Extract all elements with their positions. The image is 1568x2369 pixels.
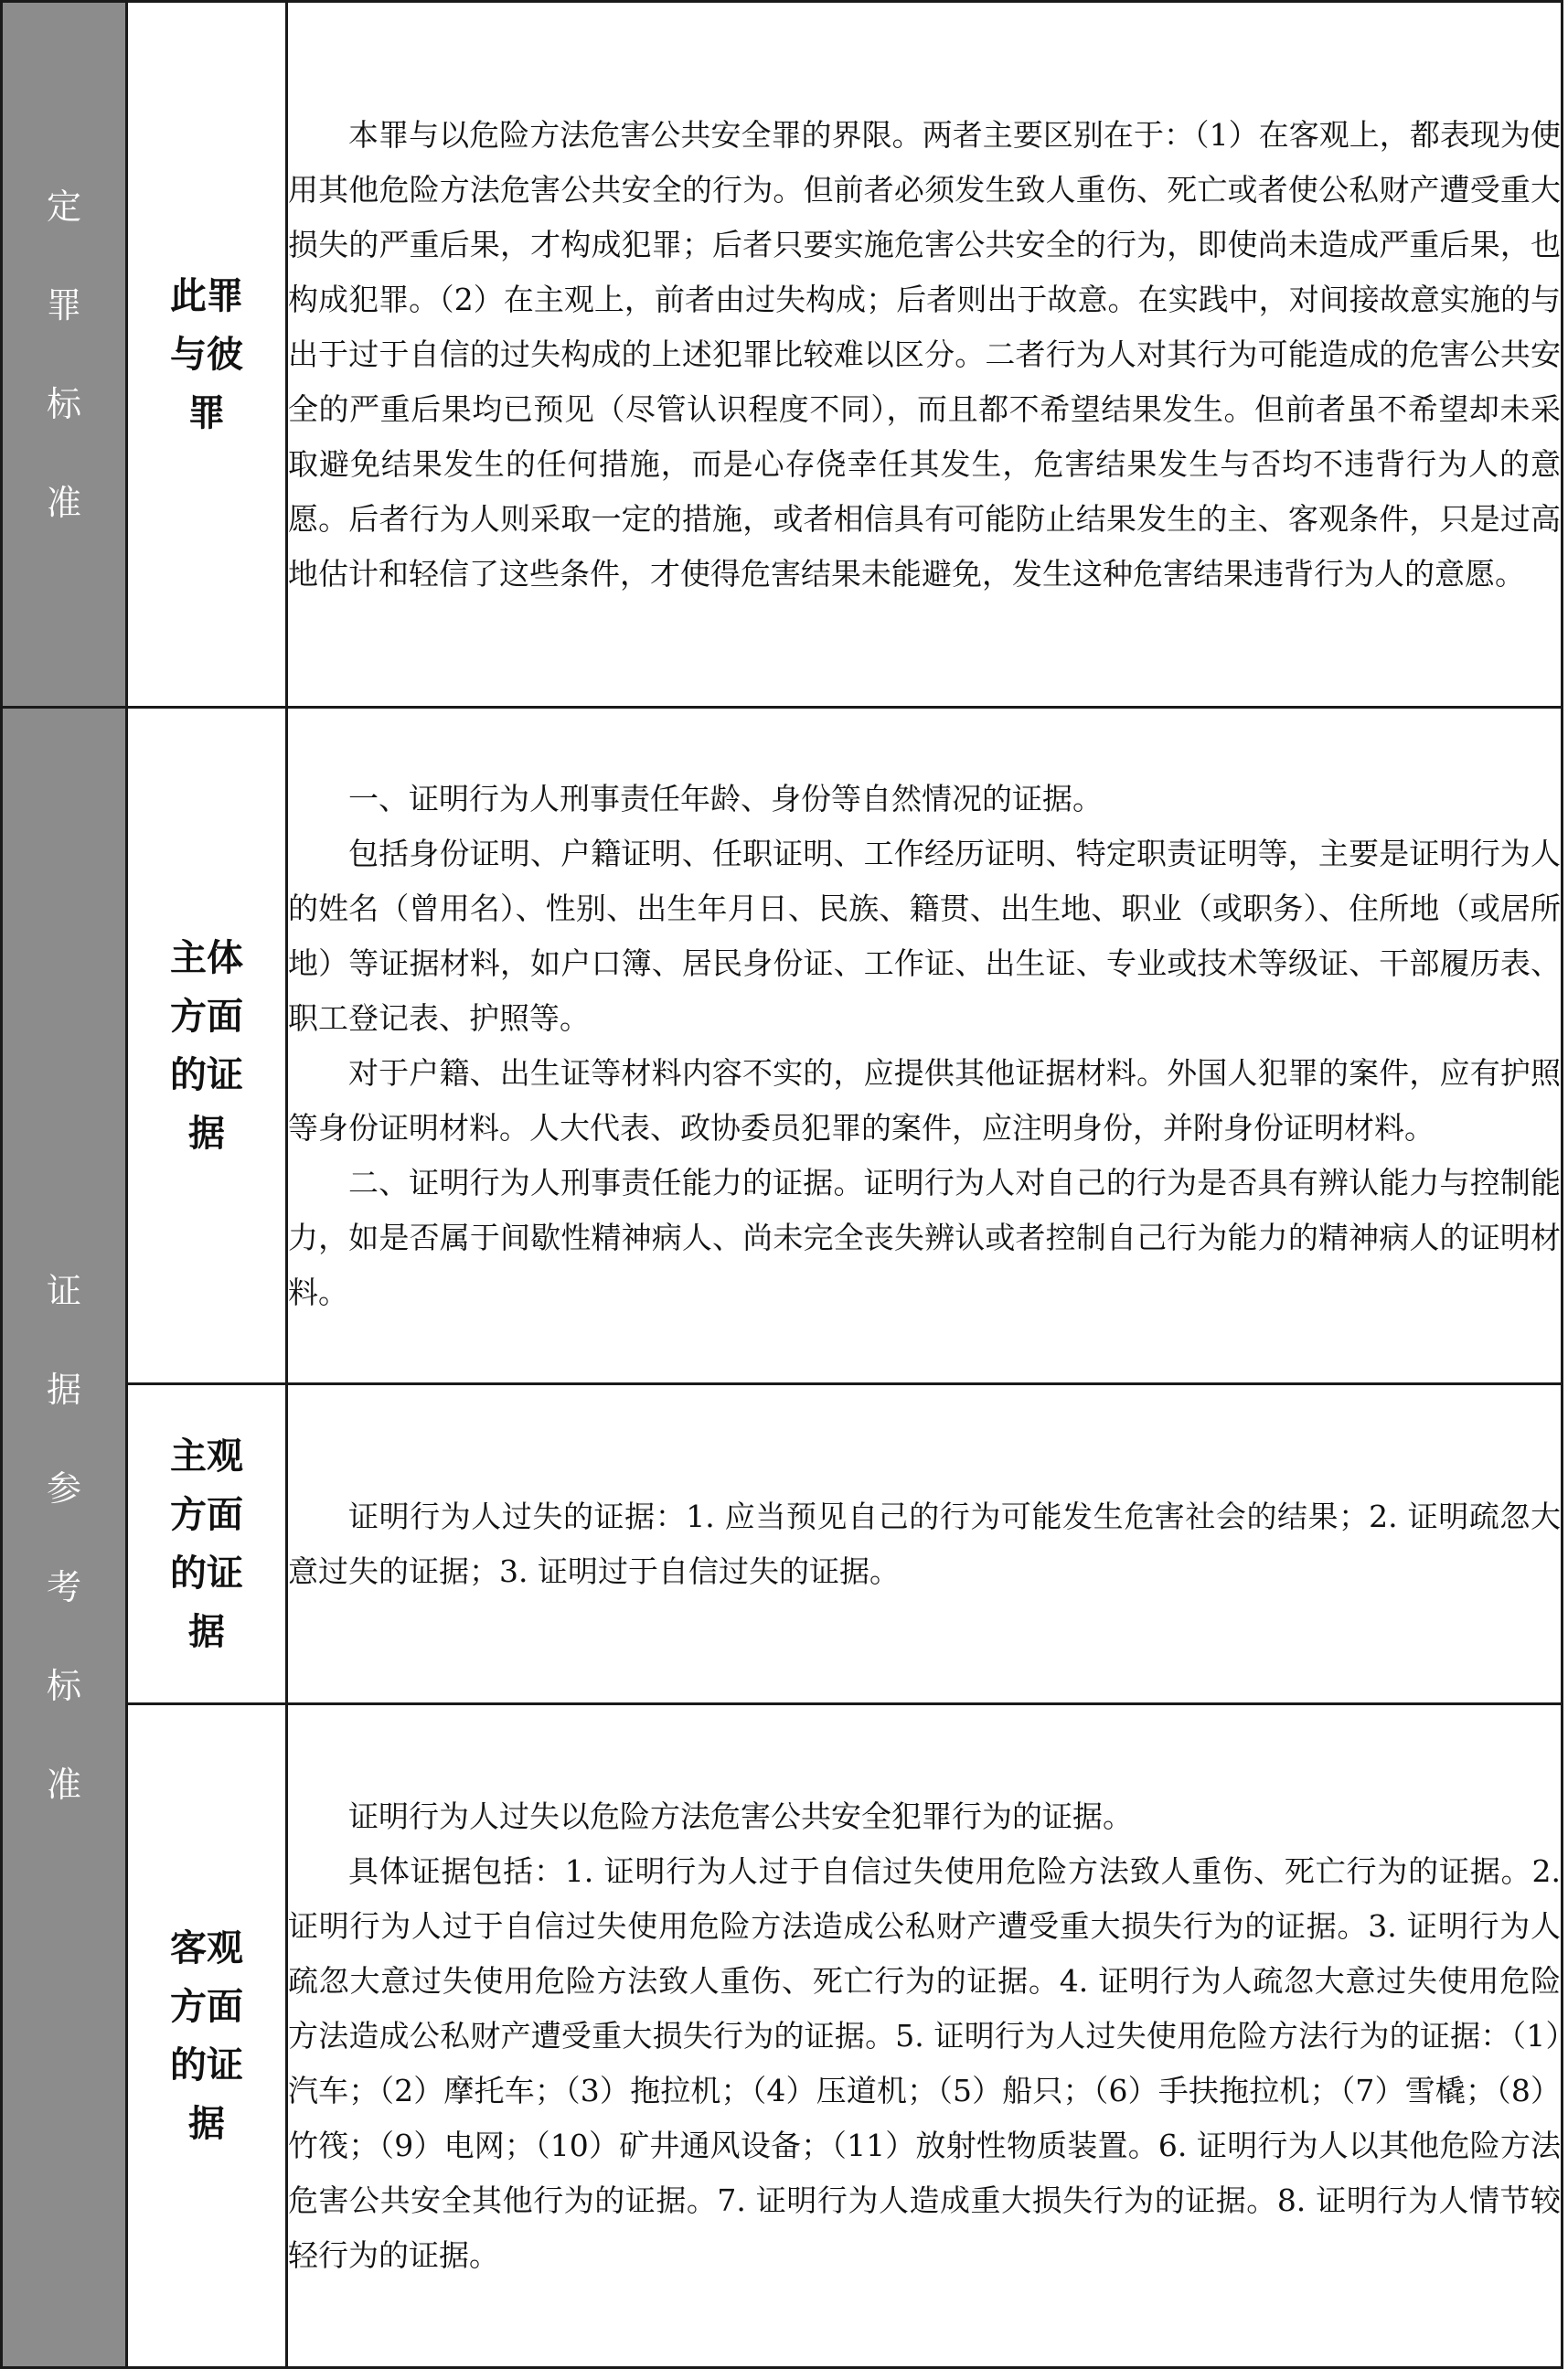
paragraph: 对于户籍、出生证等材料内容不实的，应提供其他证据材料。外国人犯罪的案件，应有护照等身份证明材料。人大代表、政协委员犯罪的案件，应注明身份，并附身份证明材料。 — [288, 1054, 1561, 1146]
paragraph: 具体证据包括：1. 证明行为人过于自信过失使用危险方法致人重伤、死亡行为的证据。2. 证明行为人过于自信过失使用危险方法造成公私财产遭受重大损失行为的证据。3. 证明行为人疏忽大意过失使用危险方法致人重伤、死亡行为的证据。4. 证明行为人疏忽大意过失使用危险方法造成公私财产遭受重大损失行为的证据。5. 证明行为人过失使用危险方法行为的证据：（1）汽车；（2）摩托车；（3）拖拉机；（4）压道机；（5）船只；（6）手扶拖拉机；（7）雪橇；（8）竹筏；（9）电网；（10）矿井通风设备；（11）放射性物质装置。6. 证明行为人以其他危险方法危害公共安全其他行为的证据。7. 证明行为人造成重大损失行为的证据。8. 证明行为人情节较轻行为的证据。 — [288, 1852, 1561, 2273]
row-content-subject-evidence — [287, 708, 1563, 1384]
paragraph: 二、证明行为人刑事责任能力的证据。证明行为人对自己的行为是否具有辨认能力与控制能力，如是否属于间歇性精神病人、尚未完全丧失辨认或者控制自己行为能力的精神病人的证明材料。 — [288, 1164, 1561, 1310]
row-heading-subjective-evidence: 主观方面的证据 — [127, 1384, 287, 1704]
paragraph: 证明行为人过失以危险方法危害公共安全犯罪行为的证据。 — [348, 1798, 1133, 1834]
paragraph: 证明行为人过失的证据：1. 应当预见自己的行为可能发生危害社会的结果；2. 证明疏忽大意过失的证据；3. 证明过于自信过失的证据。 — [288, 1498, 1561, 1589]
table-row — [2, 1384, 1563, 1704]
section-label-conviction-standard: 定罪标准 — [2, 2, 127, 708]
row-content-objective-evidence — [287, 1704, 1563, 2368]
row-content-this-crime-vs-other-crime — [287, 2, 1563, 708]
row-heading-this-crime-vs-other-crime: 此罪与彼罪 — [127, 2, 287, 708]
paragraph: 一、证明行为人刑事责任年龄、身份等自然情况的证据。 — [348, 780, 1103, 816]
table-row — [2, 1704, 1563, 2368]
paragraph: 本罪与以危险方法危害公共安全罪的界限。两者主要区别在于：（1）在客观上，都表现为使用其他危险方法危害公共安全的行为。但前者必须发生致人重伤、死亡或者使公私财产遭受重大损失的严重后果，才构成犯罪；后者只要实施危害公共安全的行为，即使尚未造成严重后果，也构成犯罪。（2）在主观上，前者由过失构成；后者则出于故意。在实践中，对间接故意实施的与出于过于自信的过失构成的上述犯罪比较难以区分。二者行为人对其行为可能造成的危害公共安全的严重后果均已预见（尽管认识程度不同），而且都不希望结果发生。但前者虽不希望却未采取避免结果发生的任何措施，而是心存侥幸任其发生，危害结果发生与否均不违背行为人的意愿。后者行为人则采取一定的措施，或者相信具有可能防止结果发生的主、客观条件，只是过高地估计和轻信了这些条件，才使得危害结果未能避免，发生这种危害结果违背行为人的意愿。 — [288, 116, 1561, 592]
row-heading-subject-evidence: 主体方面的证据 — [127, 708, 287, 1384]
table-row — [2, 708, 1563, 1384]
paragraph: 包括身份证明、户籍证明、任职证明、工作经历证明、特定职责证明等，主要是证明行为人的姓名（曾用名）、性别、出生年月日、民族、籍贯、出生地、职业（或职务）、住所地（或居所地）等证据材料，如户口簿、居民身份证、工作证、出生证、专业或技术等级证、干部履历表、职工登记表、护照等。 — [288, 835, 1561, 1036]
row-heading-objective-evidence: 客观方面的证据 — [127, 1704, 287, 2368]
row-content-subjective-evidence — [287, 1384, 1563, 1704]
section-label-evidence-reference-standard: 证据参考标准 — [2, 708, 127, 2368]
table-row — [2, 2, 1563, 708]
